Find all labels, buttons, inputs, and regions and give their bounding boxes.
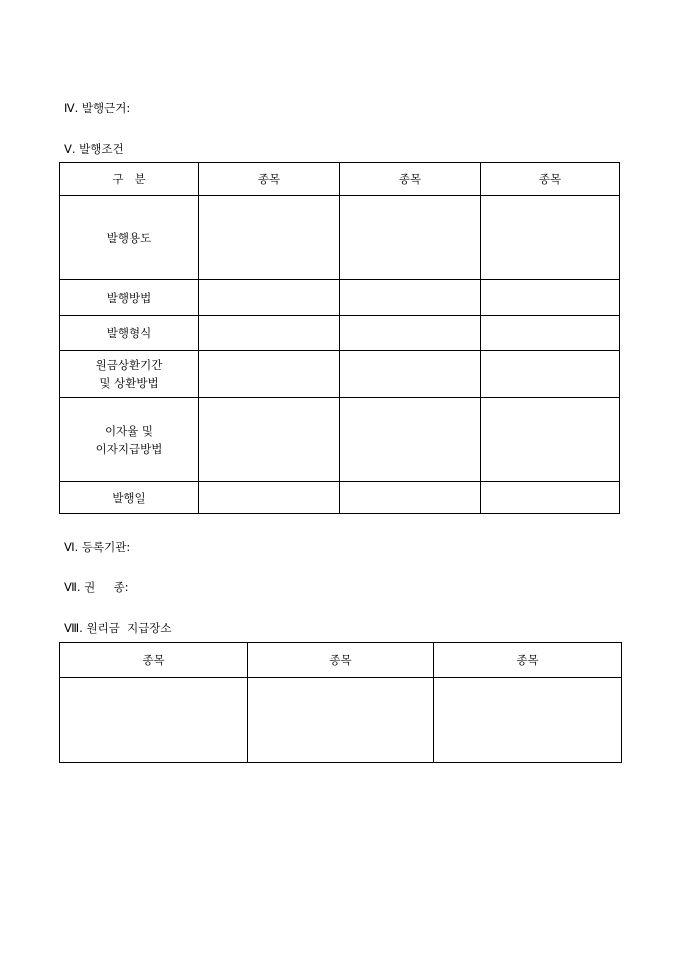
table-cell[interactable] (60, 678, 248, 763)
header-item-2: 종목 (340, 163, 481, 196)
section-heading-issuance-terms: Ⅴ. 발행조건 (64, 142, 124, 156)
row-label-method: 발행방법 (60, 280, 199, 316)
table-cell[interactable] (481, 280, 620, 316)
section-heading-denomination: Ⅶ. 권 종: (64, 580, 129, 594)
header-item-3: 종목 (481, 163, 620, 196)
row-label-issue-date: 발행일 (60, 482, 199, 514)
table-cell[interactable] (248, 678, 434, 763)
table-row (60, 482, 620, 514)
table-cell[interactable] (481, 398, 620, 482)
table-cell[interactable] (434, 678, 622, 763)
header-category: 구 분 (60, 163, 199, 196)
table-row (60, 280, 620, 316)
table-cell[interactable] (340, 196, 481, 280)
table-header-row (60, 643, 622, 678)
table-row (60, 351, 620, 398)
section-heading-registration-agency: Ⅵ. 등록기관: (64, 540, 131, 554)
header-item-3: 종목 (434, 643, 622, 678)
table-row (60, 398, 620, 482)
header-item-1: 종목 (199, 163, 340, 196)
table-cell[interactable] (481, 482, 620, 514)
table-row (60, 678, 622, 763)
table-cell[interactable] (481, 316, 620, 351)
table-cell[interactable] (340, 316, 481, 351)
payment-place-table (59, 642, 622, 763)
table-cell[interactable] (199, 482, 340, 514)
table-cell[interactable] (481, 196, 620, 280)
table-cell[interactable] (340, 351, 481, 398)
table-header-row (60, 163, 620, 196)
table-cell[interactable] (340, 280, 481, 316)
row-label-format: 발행형식 (60, 316, 199, 351)
table-cell[interactable] (199, 398, 340, 482)
table-cell[interactable] (340, 398, 481, 482)
table-row (60, 196, 620, 280)
section-heading-issuance-basis: Ⅳ. 발행근거: (64, 101, 131, 115)
row-label-interest: 이자율 및 이자지급방법 (60, 398, 199, 482)
table-row (60, 316, 620, 351)
header-item-1: 종목 (60, 643, 248, 678)
table-cell[interactable] (199, 351, 340, 398)
header-item-2: 종목 (248, 643, 434, 678)
table-cell[interactable] (199, 280, 340, 316)
section-heading-payment-place: Ⅷ. 원리금 지급장소 (64, 621, 172, 635)
table-cell[interactable] (481, 351, 620, 398)
table-cell[interactable] (340, 482, 481, 514)
table-cell[interactable] (199, 316, 340, 351)
table-cell[interactable] (199, 196, 340, 280)
row-label-purpose: 발행용도 (60, 196, 199, 280)
issuance-terms-table (59, 162, 620, 514)
row-label-redemption: 원금상환기간 및 상환방법 (60, 351, 199, 398)
